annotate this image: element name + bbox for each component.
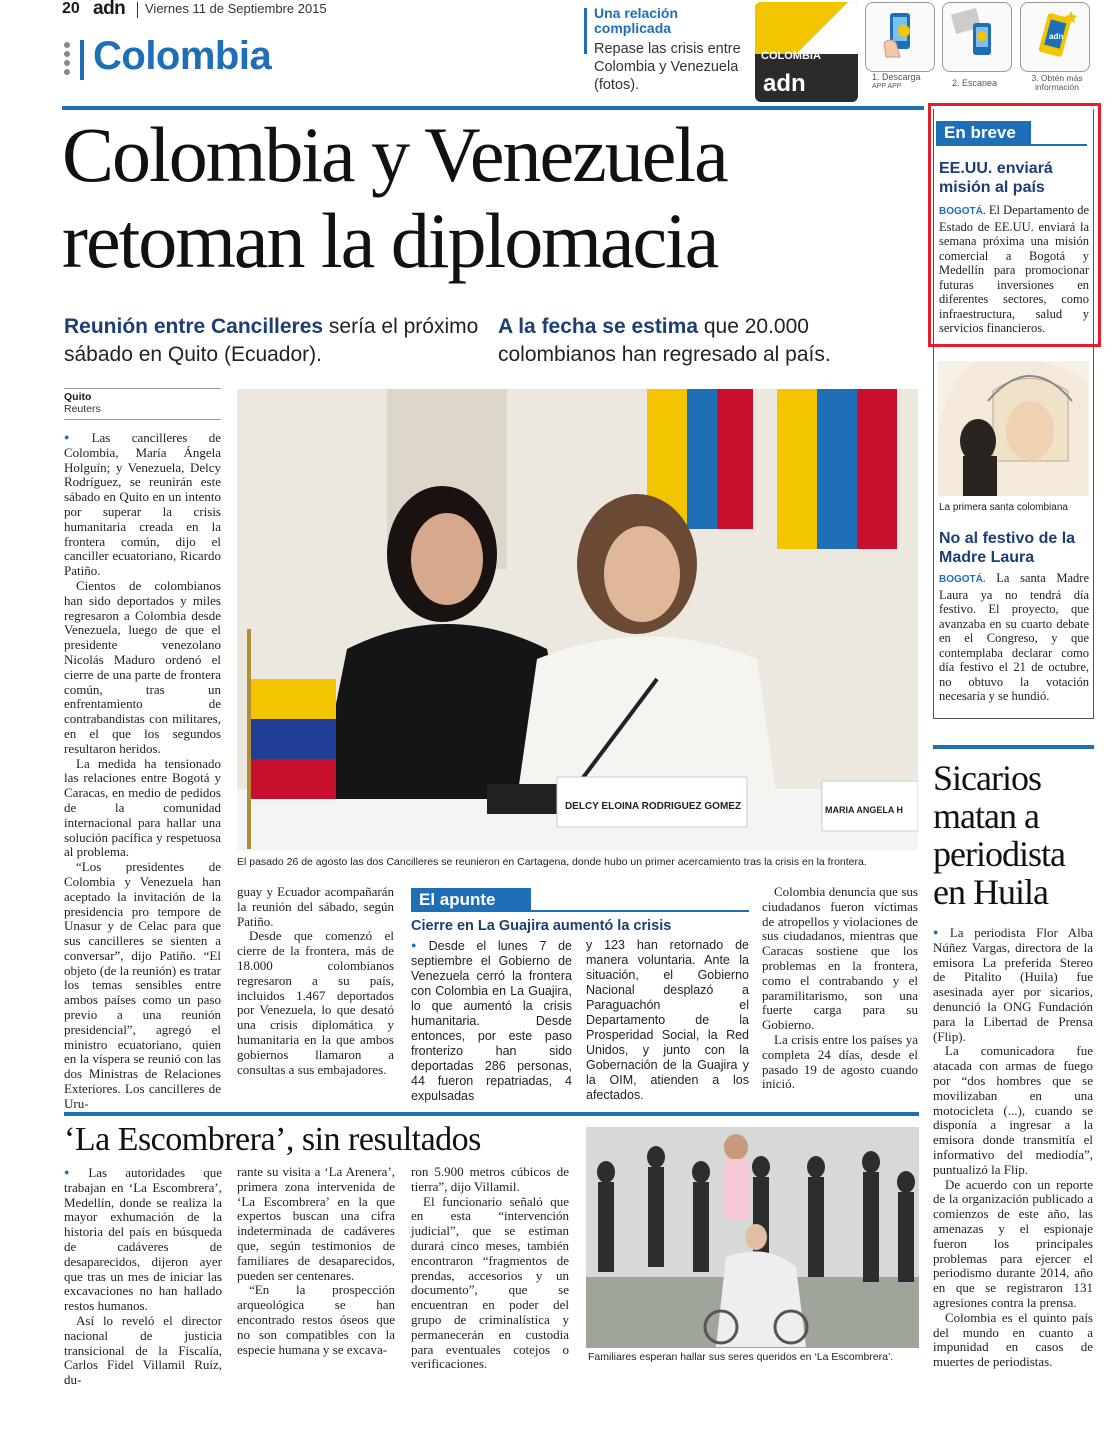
article-paragraph: ● La periodista Flor Alba Núñez Vargas, directora de la emisora La preferida Stereo de Pitalito (Huila) fue asesinada ayer por sicarios, denunció la ONG Fundación para la Libertad de Prensa (Flip). [933,925,1093,1044]
deck-right-bold: A la fecha se estima [498,315,698,338]
article-paragraph: Así lo reveló el director nacional de justicia transicional de la Fiscalía, Carlos Fidel Villamil Ruiz, du- [64,1312,222,1388]
phone-hand-icon [866,3,932,69]
escombrera-headline: ‘La Escombrera’, sin resultados [64,1121,481,1158]
en-breve-label: En breve [944,123,1016,142]
sicarios-rule [933,745,1094,749]
placard-maria-angela: MARIA ANGELA H [825,805,903,815]
article-paragraph: rante su visita a ‘La Arenera’, primera zona intervenida de ‘La Escombrera’ en la que expertos buscan una cifra indeterminada de cadáveres que, según testimonios de familiares de desaparecidos, pueden ser centenares. [237,1164,395,1283]
article-col5 [762,885,918,1092]
escombrera-rule [64,1112,919,1116]
adn-phone-icon [1021,3,1087,69]
section-bar [80,40,84,80]
byline-rule [64,388,221,389]
step-download-label: 1. Descarga [872,72,921,82]
madre-laura-photo [938,361,1089,496]
page-number: 20 [62,0,80,17]
deck-right [498,313,918,369]
header-divider [137,2,138,18]
byline-agency: Reuters [64,403,101,415]
article-paragraph: ● Las autoridades que trabajan en ‘La Escombrera’, Medellín, donde se realiza la mayor exhumación de la historia del país en búsqueda de cadáveres de desaparecidos, dijeron ayer que tras un mes de iniciar las excavaciones no han hallado restos humanos. [64,1165,222,1314]
article-paragraph: Colombia es el quinto país del mundo en cuanto a impunidad en casos de muertes de periodistas. [933,1309,1093,1370]
escombrera-col1 [64,1165,222,1388]
brief2-body [939,571,1089,704]
app-tile-logo: adn [763,70,806,97]
escombrera-col3 [411,1165,569,1372]
article-col1 [64,430,221,1112]
step-download[interactable] [865,2,935,72]
article-paragraph: ron 5.900 metros cúbicos de tierra”, dijo Villamil. [411,1164,569,1194]
article-paragraph: ● Las cancilleres de Colombia, María Ángela Holguín; y Venezuela, Delcy Rodríguez, se reunirán este sábado en Quito en un intento por superar la crisis humanitaria creada en la frontera común, dijo el canciller ecuatoriano, Ricardo Patiño. [64,430,221,579]
step-scan[interactable] [942,2,1012,72]
brief1-title: EE.UU. enviará misión al país [939,160,1053,196]
article-paragraph: “En la prospección arqueológica se han encontrado restos óseos que no son compatibles con la especie humana y se excava- [237,1282,395,1357]
brief1-text: El Departamento de Estado de EE.UU. enviará la semana próxima una misión comercial a Bogotá y Medellín para promocionar futuras inversiones en diferentes sectores, como infraestructura, salud y servicios financieros. [939,203,1089,335]
placard-delcy: DELCY ELOINA RODRIGUEZ GOMEZ [564,801,742,812]
article-paragraph: Desde que comenzó el cierre de la frontera, más de 18.000 colombianos regresaron a su país, incluidos 1.467 deportados por Venezuela, lo que desató una crisis diplomática y humanitaria en la que ambos gobiernos llamaron a consultas a sus embajadores. [237,928,394,1077]
article-paragraph: El funcionario señaló que en esta “intervención judicial”, que se estiman durará cinco meses, también encontraron “fragmentos de prendas, accesorios y un documento”, que se encuentran en poder del grupo de criminalística y permanecerán en custodia para eventuales cotejos o verificaciones. [411,1193,569,1372]
section-dots-icon [64,42,70,75]
article-paragraph: guay y Ecuador acompañarán la reunión del sábado, según Patiño. [237,884,394,929]
step-info-label: 3. Obtén más información [1031,73,1083,92]
promo-title[interactable]: Una relación complicada [594,5,679,36]
article-paragraph: La comunicadora fue atacada con armas de fuego por “dos hombres que se movilizaban en una motocicleta (...), cuando se disponía a ingresar a la emisora donde transmitía el informativo del mediodía”, puntualizó la Flip. [933,1043,1093,1177]
article-paragraph: La medida ha tensionado las relaciones entre Bogotá y Caracas, en medio de pedidos de la comunidad internacional para hallar una solución pacífica y respetuosa al problema. [64,755,221,860]
apunte-title: Cierre en La Guajira aumentó la crisis [411,918,672,934]
brief1-body [939,203,1089,336]
madre-laura-caption: La primera santa colombiana [939,502,1068,513]
issue-date: Viernes 11 de Septiembre 2015 [145,1,327,16]
brief2-title: No al festivo de la Madre Laura [939,530,1076,566]
deck-right-rest: que 20.000 colombianos han regresado al país. [498,315,831,366]
header-rule [62,106,924,110]
article-col2 [237,885,394,1077]
byline-rule-bottom [64,419,221,420]
apunte-label: El apunte [419,890,496,909]
apunte-col2: y 123 han retornado de manera voluntaria. Ante la situación, el Gobierno Nacional desplazó a Paraguachón el Departamento de la Prosperidad Social, la Red Unidos, y junto con la Gobernación de la Guajira y la OIM, atienden a los afectados. [586,938,749,1102]
main-headline: Colombia y Venezuela retoman la diplomacia [62,111,727,284]
step-scan-label: 2. Escanea [952,78,998,88]
escombrera-photo [586,1127,919,1348]
brief2-place: BOGOTÁ. [939,574,986,585]
step-info[interactable] [1020,2,1090,72]
section-title: Colombia [93,34,272,78]
main-photo [237,389,918,850]
brand-logo: adn [93,0,126,19]
app-tile[interactable] [755,2,858,102]
article-paragraph: De acuerdo con un reporte de la organización publicado a comienzos de este año, las amenazas y el espionaje fueron los principales problemas para ejercer el periodismo durante 2014, año en que se registraron 131 agresiones contra la prensa. [933,1176,1093,1310]
promo-text: Repase las crisis entre Colombia y Venezuela (fotos). [594,41,741,93]
app-tile-top: COLOMBIA [761,50,821,62]
apunte-label-rule [531,910,749,912]
deck-left-rest: sería el próximo sábado en Quito (Ecuador). [64,315,479,366]
scan-icon [943,3,1009,69]
escombrera-photo-caption: Familiares esperan hallar sus seres queridos en ‘La Escombrera’. [588,1351,894,1363]
brief1-place: BOGOTÁ. [939,206,986,217]
main-photo-caption: El pasado 26 de agosto las dos Cancilleres se reunieron en Cartagena, donde hubo un primer acercamiento tras la crisis en la frontera. [237,856,867,868]
sicarios-body [933,925,1093,1370]
apunte-col1: ● Desde el lunes 7 de septiembre el Gobierno de Venezuela cerró la frontera con Colombia en La Guajira, lo que aumentó la crisis humanitaria. Desde entonces, por este paso fronterizo han sido deportadas 286 personas, 44 fueron repatriadas, 4 expulsadas [411,938,572,1104]
article-paragraph: Colombia denuncia que sus ciudadanos fueron víctimas de atropellos y violaciones de sus ciudadanos, mientras que Caracas sostiene que los problemas en la frontera, como el contrabando y el paramilitarismo, son una fuerte carga para su Gobierno. [762,884,918,1033]
article-paragraph: “Los presidentes de Colombia y Venezuela han aceptado la invitación de la presidencia pro tempore de Unasur y de Celac para que sus cancilleres se sienten a conversar”, dijo Patiño. “El objeto (de la reunión) es tratar los temas sensibles entre ambos países como un paso previo a una reunión presidencial”, agregó el ministro ecuatoriano, quien en la víspera se reunió con las dos Ministras de Relaciones Exteriores. Los cancilleres de Uru- [64,859,222,1111]
deck-left-bold: Reunión entre Cancilleres [64,315,324,338]
step-download-sub: APP APP [872,83,902,90]
article-paragraph: Cientos de colombianos han sido deportados y miles regresaron a Colombia desde Venezuela, luego de que el presidente venezolano Nicolás Maduro ordenó el cierre de una parte de frontera común, tras un enfrentamiento de contrabandistas con militares, en el que los segundos resultaron heridos. [64,577,221,756]
svg-text:adn: adn [1049,32,1064,41]
article-paragraph: La crisis entre los países ya completa 24 días, desde el pasado 19 de agosto cuando inició. [762,1031,918,1092]
sicarios-headline: Sicarios matan a periodista en Huila [933,758,1065,912]
deck-left [64,313,484,369]
en-breve-rule [1031,144,1087,146]
promo-bar [584,8,587,54]
brief2-text: La santa Madre Laura ya no tendrá día festivo. El proyecto, que avanzaba en su cuarto debate en el Congreso, y que contemplaba declarar como día festivo el 21 de octubre, no obtuvo la votación necesaria y se hundió. [939,571,1089,703]
byline-place: Quito [64,391,92,403]
escombrera-col2 [237,1165,395,1357]
